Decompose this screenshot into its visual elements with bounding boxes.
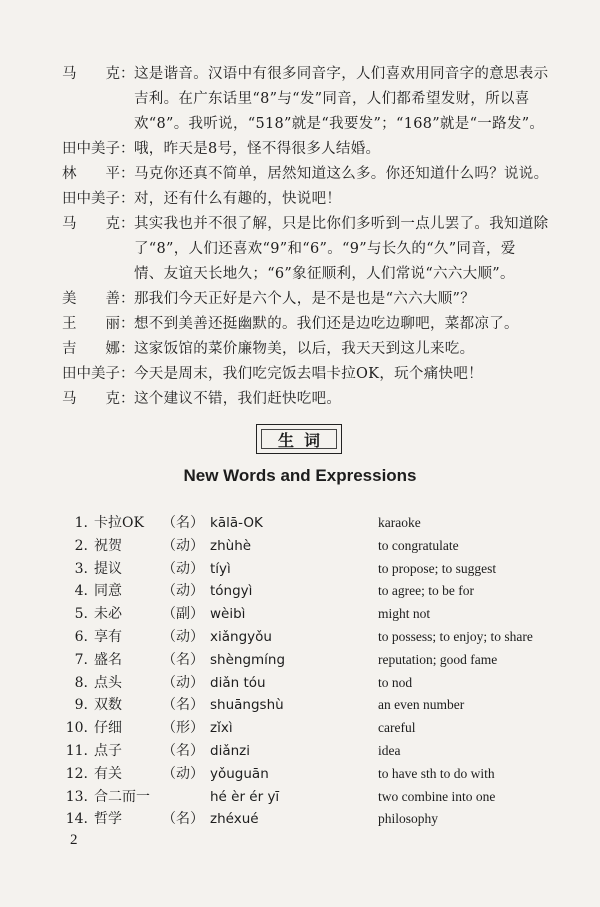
- vocab-pinyin: shuāngshù: [210, 697, 284, 714]
- page-number: 2: [70, 832, 78, 848]
- utterance: [134, 162, 582, 187]
- utterance-text: 了“8”，人们还喜欢“9”和“6”。“9”与长久的“久”同音，爱: [134, 241, 516, 257]
- vocab-pinyin: wèibì: [210, 606, 246, 623]
- vocab-part-of-speech: （动）: [162, 674, 204, 691]
- utterance-text: 那我们今天正好是六个人，是不是也是“六六大顺”？: [134, 291, 476, 307]
- speaker: 吉 娜：: [62, 341, 135, 357]
- vocab-number: 6.: [74, 628, 88, 645]
- dialogue-line: [62, 362, 582, 387]
- vocab-pinyin: zhùhè: [210, 537, 252, 554]
- vocab-row: [62, 740, 582, 763]
- utterance: [134, 212, 582, 287]
- utterance: [134, 287, 582, 312]
- speaker: 田中美子：: [62, 366, 135, 382]
- vocab-word: 卡拉OK: [94, 515, 144, 531]
- vocab-number: 1.: [74, 515, 88, 531]
- vocab-pinyin: diǎn tóu: [210, 674, 266, 691]
- vocab-number: 14.: [65, 811, 88, 828]
- utterance-text: 吉利。在广东话里“8”与“发”同音，人们都希望发财，所以喜: [134, 91, 530, 107]
- vocab-english: to have sth to do with: [378, 765, 495, 781]
- vocab-row: [62, 603, 582, 626]
- vocab-part-of-speech: （名）: [162, 742, 204, 759]
- vocab-word: 享有: [94, 628, 122, 645]
- utterance-text: 今天是周末，我们吃完饭去唱卡拉OK，玩个痛快吧！: [134, 366, 483, 382]
- vocab-row: [62, 626, 582, 649]
- vocab-number: 11.: [65, 742, 88, 759]
- vocab-part-of-speech: （名）: [162, 697, 204, 714]
- vocab-row: [62, 763, 582, 786]
- vocab-part-of-speech: （名）: [162, 515, 204, 531]
- utterance-text: 这个建议不错，我们赶快吃吧。: [134, 391, 342, 407]
- vocab-part-of-speech: （动）: [162, 560, 204, 577]
- utterance: [134, 362, 582, 387]
- utterance: [134, 312, 582, 337]
- speaker: 王 丽：: [62, 316, 135, 332]
- vocab-word: 盛名: [94, 651, 122, 668]
- vocab-english: karaoke: [378, 515, 421, 530]
- speaker: 林 平：: [62, 166, 135, 182]
- speaker: 田中美子：: [62, 141, 135, 157]
- vocab-english: careful: [378, 720, 416, 736]
- vocab-number: 12.: [65, 765, 88, 782]
- vocab-pinyin: hé èr ér yī: [210, 788, 280, 805]
- vocab-part-of-speech: （动）: [162, 537, 204, 554]
- section-subtitle: New Words and Expressions: [183, 466, 417, 485]
- speaker: 马 克：: [62, 391, 135, 407]
- vocab-english: philosophy: [378, 811, 439, 827]
- section-heading: 生词: [261, 429, 337, 449]
- vocab-word: 祝贺: [94, 537, 122, 554]
- vocab-english: reputation; good fame: [378, 651, 498, 667]
- utterance-text: 对，还有什么有趣的，快说吧！: [134, 191, 342, 207]
- vocab-word: 有关: [94, 765, 122, 782]
- vocab-row: [62, 808, 582, 831]
- vocab-word: 同意: [94, 583, 122, 600]
- utterance-text: 这是谐音。汉语中有很多同音字，人们喜欢用同音字的意思表示: [134, 66, 549, 82]
- vocab-pinyin: kālā-OK: [210, 515, 263, 531]
- vocab-word: 点子: [94, 742, 122, 759]
- vocab-row: [62, 535, 582, 558]
- vocab-pinyin: tóngyì: [210, 583, 253, 600]
- vocab-part-of-speech: （名）: [162, 651, 204, 668]
- vocab-part-of-speech: （动）: [162, 628, 204, 645]
- vocab-row: [62, 580, 582, 603]
- vocab-word: 点头: [94, 674, 122, 691]
- vocab-number: 9.: [74, 697, 88, 714]
- vocab-number: 5.: [74, 606, 88, 623]
- vocab-row: [62, 512, 582, 535]
- utterance-text: 这家饭馆的菜价廉物美，以后，我天天到这儿来吃。: [134, 341, 475, 357]
- dialogue-line: [62, 387, 582, 412]
- vocab-english: to nod: [378, 674, 413, 690]
- dialogue-line: [62, 212, 582, 287]
- dialogue: [62, 62, 582, 412]
- vocab-pinyin: zǐxì: [210, 720, 233, 737]
- vocab-word: 仔细: [94, 720, 122, 737]
- vocab-number: 8.: [74, 674, 88, 691]
- vocab-part-of-speech: （副）: [162, 606, 204, 623]
- dialogue-line: [62, 337, 582, 362]
- vocab-number: 4.: [74, 583, 88, 600]
- vocab-row: [62, 786, 582, 809]
- utterance: [134, 62, 582, 137]
- vocab-row: [62, 694, 582, 717]
- vocab-row: [62, 649, 582, 672]
- vocab-part-of-speech: （动）: [162, 765, 204, 782]
- speaker: 田中美子：: [62, 191, 135, 207]
- dialogue-line: [62, 62, 582, 137]
- dialogue-line: [62, 187, 582, 212]
- vocab-english: to congratulate: [378, 537, 459, 553]
- dialogue-line: [62, 287, 582, 312]
- dialogue-line: [62, 137, 582, 162]
- vocab-english: might not: [378, 606, 431, 622]
- vocab-english: to agree; to be for: [378, 583, 474, 599]
- vocab-english: an even number: [378, 697, 465, 713]
- vocab-word: 合二而一: [94, 788, 150, 805]
- vocab-english: idea: [378, 742, 401, 758]
- vocab-pinyin: xiǎngyǒu: [210, 628, 272, 645]
- speaker: 马 克：: [62, 216, 135, 232]
- speaker: 美 善：: [62, 291, 135, 307]
- vocab-row: [62, 717, 582, 740]
- vocab-number: 10.: [65, 720, 88, 737]
- vocab-number: 7.: [74, 651, 88, 668]
- utterance-text: 其实我也并不很了解，只是比你们多听到一点儿罢了。我知道除: [134, 216, 549, 232]
- vocab-word: 哲学: [94, 811, 122, 828]
- vocabulary-list: [62, 512, 582, 831]
- utterance-text: 情、友谊天长地久；“6”象征顺利，人们常说“六六大顺”。: [134, 266, 515, 282]
- vocab-part-of-speech: （动）: [162, 583, 204, 600]
- utterance: [134, 137, 582, 162]
- utterance: [134, 337, 582, 362]
- vocab-pinyin: tíyì: [210, 560, 231, 577]
- vocab-pinyin: zhéxué: [210, 811, 259, 828]
- vocab-word: 双数: [94, 697, 122, 714]
- dialogue-line: [62, 162, 582, 187]
- vocab-word: 提议: [94, 560, 122, 577]
- vocab-number: 13.: [65, 788, 88, 805]
- vocab-number: 2.: [74, 537, 88, 554]
- section-heading-box: [256, 424, 342, 454]
- utterance-text: 想不到美善还挺幽默的。我们还是边吃边聊吧，菜都凉了。: [134, 316, 519, 332]
- vocab-word: 未必: [94, 606, 122, 623]
- vocab-pinyin: yǒuguān: [210, 765, 269, 782]
- utterance-text: 欢“8”。我听说，“518”就是“我要发”；“168”就是“一路发”。: [134, 116, 545, 132]
- vocab-part-of-speech: （名）: [162, 811, 204, 828]
- vocab-english: two combine into one: [378, 788, 496, 804]
- vocab-part-of-speech: （形）: [162, 720, 204, 737]
- utterance-text: 哦，昨天是8号，怪不得很多人结婚。: [134, 141, 381, 157]
- vocab-row: [62, 672, 582, 695]
- dialogue-line: [62, 312, 582, 337]
- vocab-row: [62, 558, 582, 581]
- utterance: [134, 387, 582, 412]
- vocab-english: to possess; to enjoy; to share: [378, 628, 533, 644]
- vocab-pinyin: shèngmíng: [210, 651, 286, 668]
- speaker: 马 克：: [62, 66, 135, 82]
- vocab-pinyin: diǎnzi: [210, 742, 250, 759]
- vocab-number: 3.: [74, 560, 88, 577]
- utterance: [134, 187, 582, 212]
- vocab-english: to propose; to suggest: [378, 560, 497, 576]
- utterance-text: 马克你还真不简单，居然知道这么多。你还知道什么吗？说说。: [134, 166, 549, 182]
